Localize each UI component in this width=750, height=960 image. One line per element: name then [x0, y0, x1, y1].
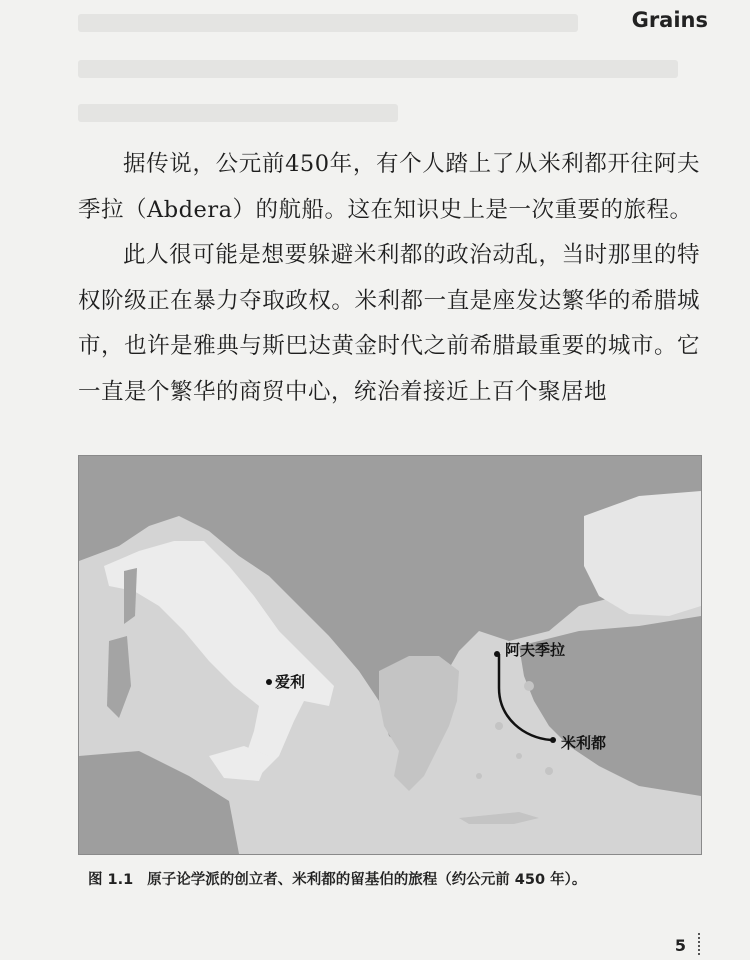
bleed-through-line: [78, 14, 578, 32]
bleed-through-line: [78, 104, 398, 122]
caption-number: 图 1.1: [88, 872, 134, 888]
body-text: [78, 142, 700, 415]
island: [476, 773, 482, 779]
island: [495, 722, 503, 730]
figure-caption: [88, 868, 586, 889]
label-elea: 爱利: [275, 673, 306, 691]
map-svg: [79, 456, 701, 854]
elea-marker: [266, 679, 272, 685]
running-header: Grains: [631, 8, 708, 32]
island: [516, 753, 522, 759]
map-figure: [78, 455, 702, 855]
abdera-marker: [494, 651, 500, 657]
island: [545, 767, 553, 775]
label-abdera: 阿夫季拉: [505, 641, 566, 659]
page-edge-dots: [698, 933, 702, 955]
island: [524, 681, 534, 691]
page-number: 5: [674, 936, 686, 955]
black-sea: [584, 491, 701, 616]
paragraph-1: 据传说，公元前450年，有个人踏上了从米利都开往阿夫季拉（Abdera）的航船。这在知识史上是一次重要的旅程。: [78, 151, 700, 223]
bleed-through-line: [78, 60, 678, 78]
label-miletus: 米利都: [561, 734, 607, 752]
paragraph-2: 此人很可能是想要躲避米利都的政治动乱，当时那里的特权阶级正在暴力夺取政权。米利都一直是座发达繁华的希腊城市，也许是雅典与斯巴达黄金时代之前希腊最重要的城市。它一直是个繁华的商贸中心，统治着接近上百个聚居地: [78, 242, 700, 405]
miletus-marker: [550, 737, 556, 743]
caption-text: 原子论学派的创立者、米利都的留基伯的旅程（约公元前 450 年）。: [147, 872, 587, 888]
